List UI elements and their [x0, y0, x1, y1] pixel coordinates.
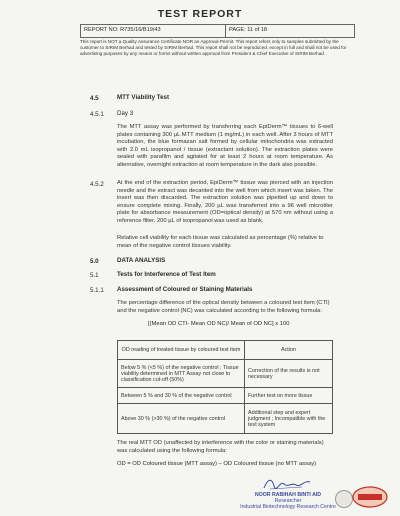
- cti-formula: [(Mean OD CTI- Mean OD NC)/ Mean of OD NC] x 100: [148, 321, 290, 327]
- section-5-1-1-body: The percentage difference of the optical density between a coloured test item (CTI) and the negative control (NC) was calculated according to the following formula:: [117, 300, 330, 314]
- table-cell: Below 5 % (<5 %) of the negative control ; Tissue viability determined in MTT Assay not close to classification cut-off (50%): [118, 360, 245, 388]
- table-cell: Correction of the results is not necessary: [245, 360, 333, 388]
- after-table-text: The real MTT OD (unaffected by interference with the color or staining materials) was calculated using the following formula:: [117, 440, 324, 454]
- table-row: [118, 388, 333, 404]
- section-4-5-2-body: At the end of the extraction period, EpiDerm™ tissue was pierced with an injection needle and the extract was decanted into the well from which insert was taken. The insert was then discarded. The extraction solution was pipetted up and down to ensure complete mixing. Finally, 200 µL was transferred into a 96 well microtiter plate for absorbance measurement (OD=optical density) at 570 nm without using a reference filter. 200 µL of isopropanol was used as blank.: [117, 180, 333, 224]
- section-4-5-1-heading: Day 3: [117, 110, 134, 117]
- table-cell: Further test on more tissue: [245, 388, 333, 404]
- od-action-table: [117, 340, 333, 434]
- table-row: [118, 404, 333, 434]
- section-4-5-1-body: The MTT assay was performed by transferring each EpiDerm™ tissues to 6-well plates containing 300 µL MTT medium (1 mg/mL) in each well. After 3 hours of MTT incubation, the blue formazan salt formed by cellular mitochondria was extracted with 2.0 mL isopropanol / tissue (extractant solution). The extraction plates were sealed with parafilm and agitated for at least 2 hours at room temperature. As alternative, overnight extraction at room temperature in the dark also possible.: [117, 124, 333, 168]
- table-header-row: [118, 341, 333, 360]
- section-5-1-1-number: 5.1.1: [90, 287, 104, 294]
- table-cell: Additional step and expert judgment ; Incompatible with the test system: [245, 404, 333, 434]
- table-cell: Between 5 % and 30 % of the negative control: [118, 388, 245, 404]
- signatory-role: Researcher: [274, 498, 302, 504]
- section-4-5-2-number: 4.5.2: [90, 181, 104, 188]
- signatory-name: NOOR RABIHAH BINTI AID: [254, 492, 322, 498]
- section-4-5-number: 4.5: [90, 95, 99, 102]
- table-row: [118, 360, 333, 388]
- od-formula: OD = OD Coloured tissue (MTT assay) – OD Coloured tissue (no MTT assay): [117, 461, 317, 467]
- table-header-od: OD reading of treated tissue by coloured test item: [118, 341, 245, 360]
- accreditation-logo: [335, 490, 353, 508]
- section-5-0-number: 5.0: [90, 258, 99, 265]
- report-number: REPORT NO: R735/16/B19/43: [81, 25, 226, 37]
- section-5-1-title: Tests for Interference of Test Item: [117, 271, 216, 278]
- disclaimer-notice: This report is NOT a Quality Assurance Certificate NOR an Approval Permit. This report refers only to samples submitted by the customer to SIRIM Berhad and tested by SIRIM Berhad. This report shall not be reproduced, except in full and shall not be used for advertising purposes by any means or forms without written approval from President & Chief Executive of SIRIM Berhad.: [80, 39, 347, 56]
- section-4-5-2-body-2: Relative cell viability for each tissue was calculated as percentage (%) relative to mean of the negative control tissues viability.: [117, 235, 324, 249]
- signature-image: [262, 476, 312, 492]
- page-number: PAGE: 11 of 18: [229, 27, 268, 33]
- page-title: TEST REPORT: [157, 8, 243, 20]
- table-cell: Above 30 % (>30 %) of the negative control: [118, 404, 245, 434]
- signatory-centre: Industrial Biotechnology Research Centre: [240, 504, 336, 510]
- section-4-5-title: MTT Viability Test: [117, 94, 170, 101]
- section-5-1-number: 5.1: [90, 272, 99, 279]
- table-header-action: Action: [245, 341, 333, 360]
- section-4-5-1-number: 4.5.1: [90, 111, 104, 118]
- report-header-box: [80, 24, 355, 38]
- section-5-0-title: DATA ANALYSIS: [117, 257, 166, 264]
- certification-stamp: [352, 486, 388, 508]
- section-5-1-1-title: Assessment of Coloured or Staining Materials: [117, 286, 253, 293]
